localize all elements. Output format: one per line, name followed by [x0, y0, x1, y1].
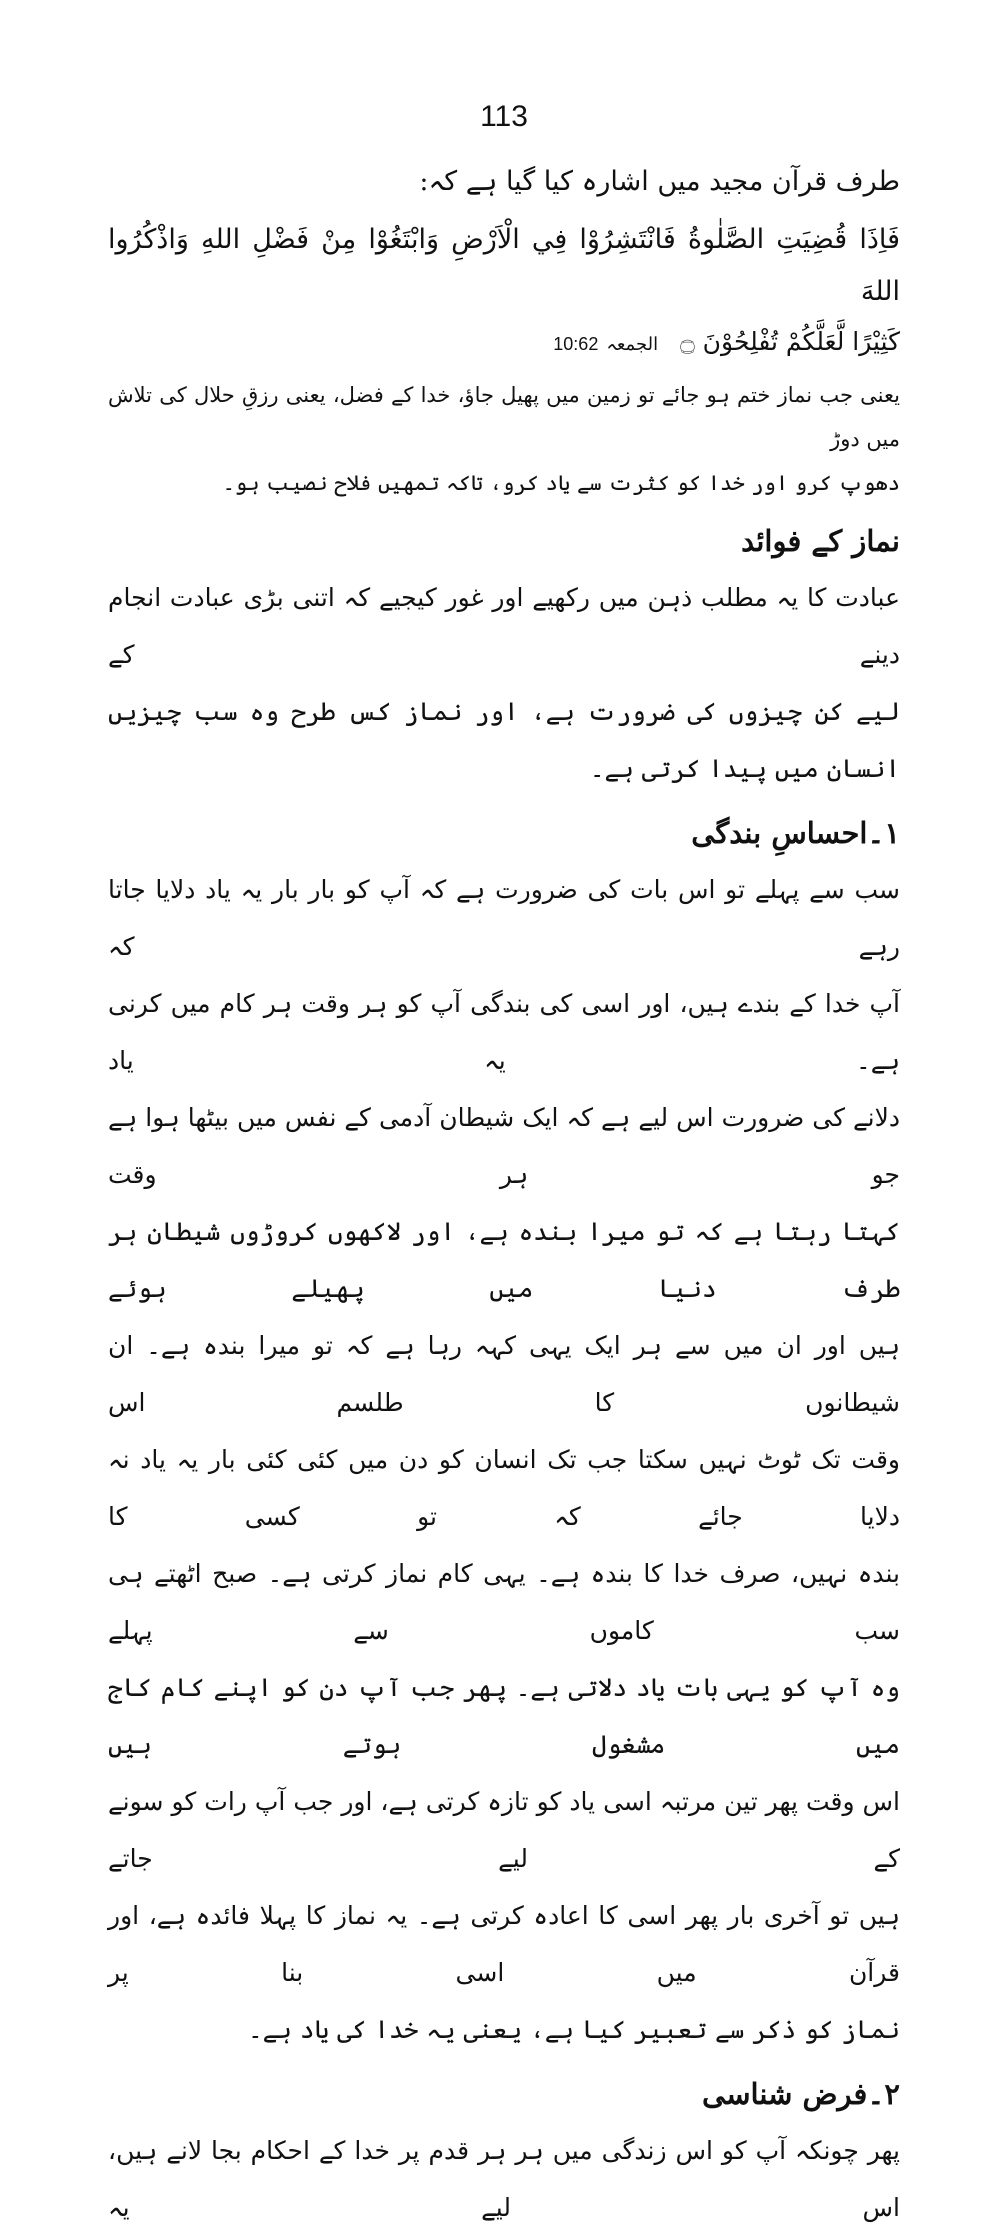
- heading-section-2: ۲۔فرض شناسی: [702, 2077, 900, 2111]
- verse-reference-number: 10:62: [553, 334, 599, 354]
- quran-verse: [108, 214, 900, 369]
- paragraph-line: اس وقت پھر تین مرتبہ اسی یاد کو تازہ کرتی ہے، اور جب آپ رات کو سونے کے لیے جاتے: [108, 1787, 900, 1873]
- intro-line: طرف قرآن مجید میں اشارہ کیا گیا ہے کہ:: [419, 166, 900, 197]
- paragraph-line: سب سے پہلے تو اس بات کی ضرورت ہے کہ آپ کو بار بار یہ یاد دلایا جاتا رہے کہ: [108, 875, 900, 961]
- verse-line-2-row: [108, 318, 900, 369]
- benefits-intro-paragraph: [108, 569, 900, 797]
- section-2-paragraph: [108, 2122, 900, 2236]
- verse-line-1: فَاِذَا قُضِيَتِ الصَّلٰوةُ فَانْتَشِرُوْا فِي الْاَرْضِ وَابْتَغُوْا مِنْ فَضْلِ اللهِ وَاذْكُرُوا اللهَ: [108, 224, 900, 307]
- verse-reference: [553, 320, 658, 369]
- section-1-paragraph: [108, 861, 900, 2058]
- translation-line: دھوپ کرو اور خدا کو کثرت سے یاد کرو، تاکہ تمھیں فلاح نصیب ہو۔: [222, 471, 900, 495]
- page-number: 113: [480, 100, 528, 133]
- verse-reference-surah: الجمعہ: [606, 334, 659, 355]
- paragraph-line: وقت تک ٹوٹ نہیں سکتا جب تک انسان کو دن میں کئی کئی بار یہ یاد نہ دلایا جائے کہ تو کسی کا: [108, 1445, 900, 1531]
- verse-translation: [108, 373, 900, 505]
- paragraph-line: نماز کو ذکر سے تعبیر کیا ہے، یعنی یہ خدا کی یاد ہے۔: [247, 2015, 900, 2044]
- heading-section-1: ۱۔احساسِ بندگی: [691, 816, 900, 850]
- paragraph-line: ہیں تو آخری بار پھر اسی کا اعادہ کرتی ہے۔ یہ نماز کا پہلا فائدہ ہے، اور قرآن میں اسی بنا پر: [108, 1901, 900, 1987]
- translation-line: یعنی جب نماز ختم ہو جائے تو زمین میں پھیل جاؤ، خدا کے فضل، یعنی رزقِ حلال کی تلاش میں دوڑ: [108, 383, 900, 451]
- page-content: [108, 158, 900, 2236]
- paragraph-line: آپ خدا کے بندے ہیں، اور اسی کی بندگی آپ کو ہر وقت ہر کام میں کرنی ہے۔ یہ یاد: [108, 989, 900, 1075]
- paragraph-line: عبادت کا یہ مطلب ذہن میں رکھیے اور غور کیجیے کہ اتنی بڑی عبادت انجام دینے کے: [108, 583, 900, 669]
- heading-benefits: نماز کے فوائد: [741, 524, 900, 558]
- verse-line-2: كَثِيْرًا لَّعَلَّكُمْ تُفْلِحُوْنَ ۝: [680, 327, 900, 356]
- paragraph-line: دلانے کی ضرورت اس لیے ہے کہ ایک شیطان آدمی کے نفس میں بیٹھا ہوا ہے جو ہر وقت: [108, 1103, 900, 1189]
- paragraph-line: کہتا رہتا ہے کہ تو میرا بندہ ہے، اور لاکھوں کروڑوں شیطان ہر طرف دنیا میں پھیلے ہوئے: [108, 1217, 900, 1303]
- paragraph-line: لیے کن چیزوں کی ضرورت ہے، اور نماز کس طرح وہ سب چیزیں انسان میں پیدا کرتی ہے۔: [108, 697, 900, 783]
- paragraph-line: ہیں اور ان میں سے ہر ایک یہی کہہ رہا ہے کہ تو میرا بندہ ہے۔ ان شیطانوں کا طلسم اس: [108, 1331, 900, 1417]
- paragraph-line: پھر چونکہ آپ کو اس زندگی میں ہر ہر قدم پر خدا کے احکام بجا لانے ہیں، اس لیے یہ: [108, 2136, 900, 2222]
- paragraph-line: بندہ نہیں، صرف خدا کا بندہ ہے۔ یہی کام نماز کرتی ہے۔ صبح اٹھتے ہی سب کاموں سے پہلے: [108, 1559, 900, 1645]
- paragraph-line: وہ آپ کو یہی بات یاد دلاتی ہے۔ پھر جب آپ دن کو اپنے کام کاج میں مشغول ہوتے ہیں: [108, 1673, 900, 1759]
